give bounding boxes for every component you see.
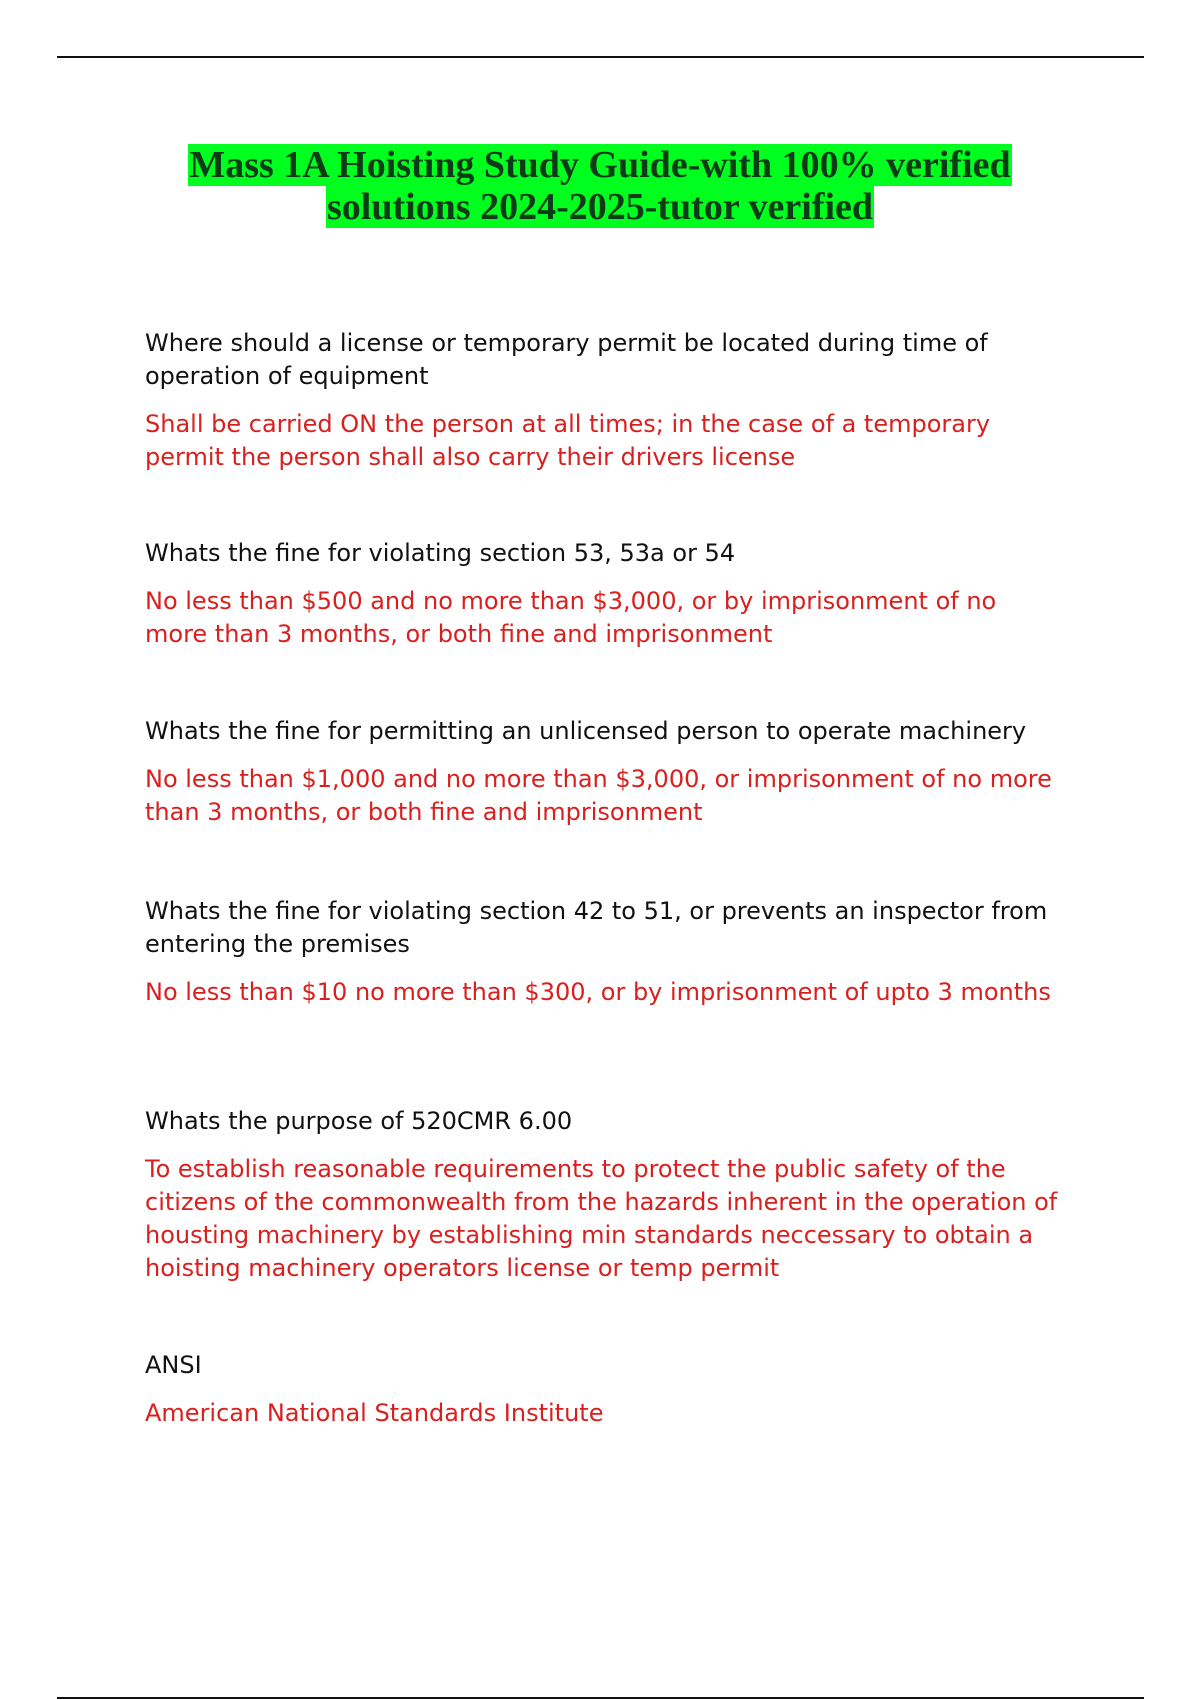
bottom-rule [57,1697,1144,1699]
answer-text: No less than $10 no more than $300, or by imprisonment of upto 3 months [145,978,1051,1006]
question-text: Where should a license or temporary permit be located during time of operation of equipment [145,329,988,390]
qa-item [145,1105,1065,1285]
qa-item [145,1349,1065,1430]
answer-text: To establish reasonable requirements to protect the public safety of the citizens of the commonwealth from the hazards inherent in the operation of housting machinery by establishing min standards neccessary to obtain a hoisting machinery operators license or temp permit [145,1155,1058,1282]
question-text: Whats the purpose of 520CMR 6.00 [145,1107,573,1135]
title-line-2: solutions 2024-2025-tutor verified [326,186,874,228]
document-title [0,144,1200,228]
answer-text: No less than $1,000 and no more than $3,000, or imprisonment of no more than 3 months, or both fine and imprisonment [145,765,1052,826]
title-line-1: Mass 1A Hoisting Study Guide-with 100% verified [189,144,1011,186]
qa-item [145,715,1065,829]
answer-text: Shall be carried ON the person at all times; in the case of a temporary permit the person shall also carry their drivers license [145,410,991,471]
top-rule [57,56,1144,58]
answer-text: No less than $500 and no more than $3,000, or by imprisonment of no more than 3 months, or both fine and imprisonment [145,587,997,648]
question-text: Whats the fine for violating section 42 to 51, or prevents an inspector from entering the premises [145,897,1048,958]
qa-item [145,537,1065,651]
answer-text: American National Standards Institute [145,1399,604,1427]
question-text: Whats the fine for permitting an unlicensed person to operate machinery [145,717,1027,745]
question-text: ANSI [145,1351,202,1379]
qa-item [145,327,1065,474]
qa-item [145,895,1065,1009]
question-text: Whats the fine for violating section 53, 53a or 54 [145,539,736,567]
